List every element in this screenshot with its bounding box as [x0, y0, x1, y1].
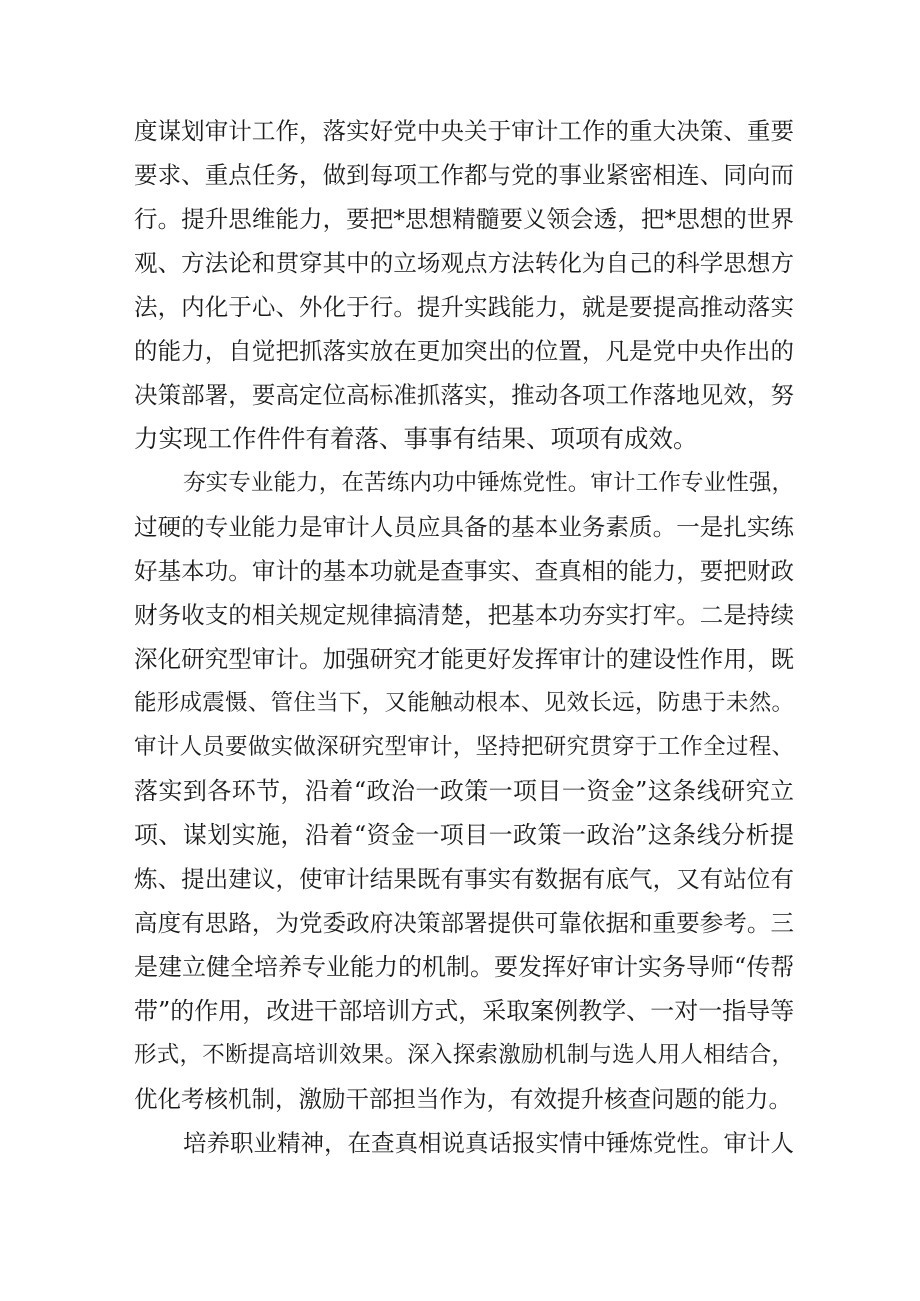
paragraph-2-line-10: 炼、提出建议，使审计结果既有事实有数据有底气，又有站位有	[134, 865, 794, 893]
paragraph-2-line-3: 好基本功。审计的基本功就是查事实、查真相的能力，要把财政	[134, 557, 794, 585]
paragraph-2-line-15: 优化考核机制，激励干部担当作为，有效提升核查问题的能力。	[134, 1085, 792, 1113]
paragraph-2-line-9: 项、谋划实施，沿着“资金一项目一政策一政治”这条线分析提	[134, 821, 794, 849]
paragraph-2-line-1: 夯实专业能力，在苦练内功中锤炼党性。审计工作专业性强，	[183, 470, 794, 496]
paragraph-1-line-6: 的能力，自觉把抓落实放在更加突出的位置，凡是党中央作出的	[134, 337, 794, 365]
paragraph-1-line-8: 力实现工作件件有着落、事事有结果、项项有成效。	[134, 424, 698, 453]
paragraph-2-line-6: 能形成震慑、管住当下，又能触动根本、见效长远，防患于未然。	[134, 690, 794, 716]
paragraph-3-line-1: 培养职业精神，在查真相说真话报实情中锤炼党性。审计人	[183, 1129, 794, 1157]
paragraph-1-line-7: 决策部署，要高定位高标准抓落实，推动各项工作落地见效，努	[134, 381, 794, 409]
paragraph-2-line-14: 形式，不断提高培训效果。深入探索激励机制与选人用人相结合，	[134, 1042, 794, 1068]
paragraph-2-line-13: 带”的作用，改进干部培训方式，采取案例教学、一对一指导等	[134, 997, 795, 1025]
paragraph-2-line-2: 过硬的专业能力是审计人员应具备的基本业务素质。一是扎实练	[134, 513, 794, 541]
paragraph-2-line-7: 审计人员要做实做深研究型审计，坚持把研究贯穿于工作全过程、	[134, 734, 794, 760]
paragraph-2-line-4: 财务收支的相关规定规律搞清楚，把基本功夯实打牢。二是持续	[134, 601, 794, 629]
paragraph-2-line-11: 高度有思路，为党委政府决策部署提供可靠依据和重要参考。三	[134, 909, 794, 937]
paragraph-1-line-4: 观、方法论和贯穿其中的立场观点方法转化为自己的科学思想方	[134, 249, 794, 277]
paragraph-2-line-12: 是建立健全培养专业能力的机制。要发挥好审计实务导师“传帮	[134, 953, 795, 981]
paragraph-1-line-5: 法，内化于心、外化于行。提升实践能力，就是要提高推动落实	[134, 293, 794, 321]
paragraph-1-line-2: 要求、重点任务，做到每项工作都与党的事业紧密相连、同向而	[134, 161, 794, 189]
paragraph-1-line-1: 度谋划审计工作，落实好党中央关于审计工作的重大决策、重要	[134, 117, 794, 145]
paragraph-2-line-8: 落实到各环节，沿着“政治一政策一项目一资金”这条线研究立	[134, 777, 794, 805]
paragraph-2-line-5: 深化研究型审计。加强研究才能更好发挥审计的建设性作用，既	[134, 645, 794, 673]
paragraph-1-line-3: 行。提升思维能力，要把*思想精髓要义领会透，把*思想的世界	[134, 205, 794, 233]
